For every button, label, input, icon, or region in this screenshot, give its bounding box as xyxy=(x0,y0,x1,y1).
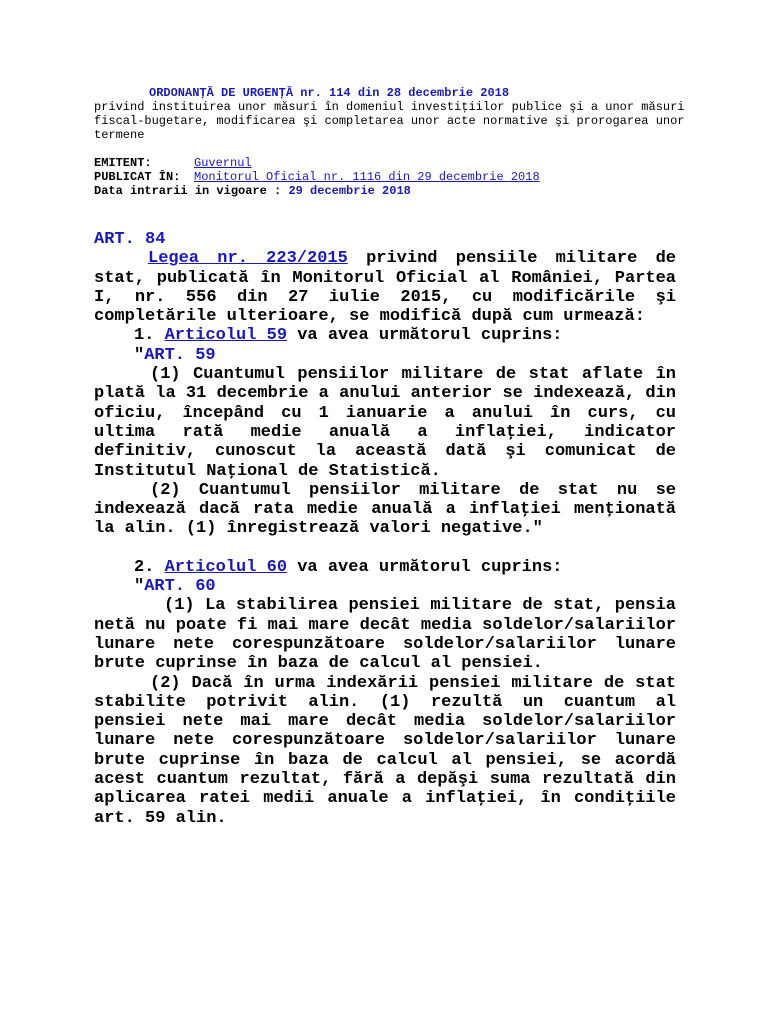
item2-text: va avea următorul cuprins: xyxy=(287,557,563,577)
publicat-link[interactable]: Monitorul Oficial nr. 1116 din 29 decembrie 2018 xyxy=(194,170,540,184)
art60-paragraph-1: (1) La stabilirea pensiei militare de stat, pensia netă nu poate fi mai mare decât media soldelor/salariilor lunare nete corespunzătoare soldelor/salariilor lunare brute cuprinse în baza de calcul al pensiei. xyxy=(94,596,676,674)
data-intrarii-row xyxy=(94,184,694,198)
list-item-1 xyxy=(94,326,676,345)
art60-paragraph-2: (2) Dacă în urma indexării pensiei militare de stat stabilite potrivit alin. (1) rezultă un cuantum al pensiei nete mai mare decât media soldelor/salariilor lunare nete corespunzătoare soldelor/salariilor lunare brute cuprinse în baza de calcul al pensiei, se acordă acest cuantum rezultat, fără a depăşi suma rezultată din aplicarea ratei medii anuale a inflaţiei, în condiţiile art. 59 alin. xyxy=(94,673,676,828)
art59-paragraph-2: (2) Cuantumul pensiilor militare de stat nu se indexează dacă rata medie anuală a inflaţiei menţionată la alin. (1) înregistrează valori negative." xyxy=(94,480,676,539)
emitent-row xyxy=(94,156,694,170)
art59-label: ART. 59 xyxy=(144,345,216,365)
emitent-label: EMITENT: xyxy=(94,156,152,170)
item1-number: 1. xyxy=(134,326,165,346)
document-title: ORDONANŢĂ DE URGENŢĂ nr. 114 din 28 decembrie 2018 xyxy=(149,86,510,100)
lege-link[interactable]: Legea nr. 223/2015 xyxy=(148,249,348,269)
document-subtitle: privind instituirea unor măsuri în domeniul investiţiilor publice şi a unor măsuri fiscal-bugetare, modificarea şi completarea unor acte normative şi prorogarea unor termene xyxy=(94,100,685,142)
item2-number: 2. xyxy=(134,557,165,577)
document-meta xyxy=(94,156,694,198)
publicat-row xyxy=(94,170,694,184)
data-intrarii-value: 29 decembrie 2018 xyxy=(288,184,411,198)
art60-heading xyxy=(94,577,676,596)
art59-paragraph-1: (1) Cuantumul pensiilor militare de stat aflate în plată la 31 decembrie a anului anterior se indexează, din oficiu, începând cu 1 ianuarie a anului în curs, cu ultima rată medie anuală a inflaţiei, indicator definitiv, cunoscut la această dată şi comunicat de Institutul Naţional de Statistică. xyxy=(94,365,676,481)
art59-heading xyxy=(94,346,676,365)
quote1-mark: " xyxy=(134,345,145,365)
publicat-label: PUBLICAT ÎN: xyxy=(94,170,181,184)
document-header xyxy=(94,86,694,198)
item1-text: va avea următorul cuprins: xyxy=(287,326,563,346)
intro-text: privind pensiile militare de stat, publicată în Monitorul Oficial al României, Partea I, nr. 556 din 27 iulie 2015, cu modificările şi completările ulterioare, se modifică după cum urmează: xyxy=(94,249,676,327)
intro-paragraph xyxy=(94,249,676,326)
list-item-2 xyxy=(94,558,676,577)
spacer xyxy=(94,539,676,558)
articolul-59-link[interactable]: Articolul 59 xyxy=(164,326,288,346)
articolul-60-link[interactable]: Articolul 60 xyxy=(164,557,288,577)
article-heading: ART. 84 xyxy=(94,230,166,249)
document-body xyxy=(94,230,676,828)
art60-label: ART. 60 xyxy=(144,577,216,597)
quote2-mark: " xyxy=(134,577,145,597)
emitent-link[interactable]: Guvernul xyxy=(194,156,252,170)
data-intrarii-label: Data intrarii in vigoare : xyxy=(94,184,282,198)
